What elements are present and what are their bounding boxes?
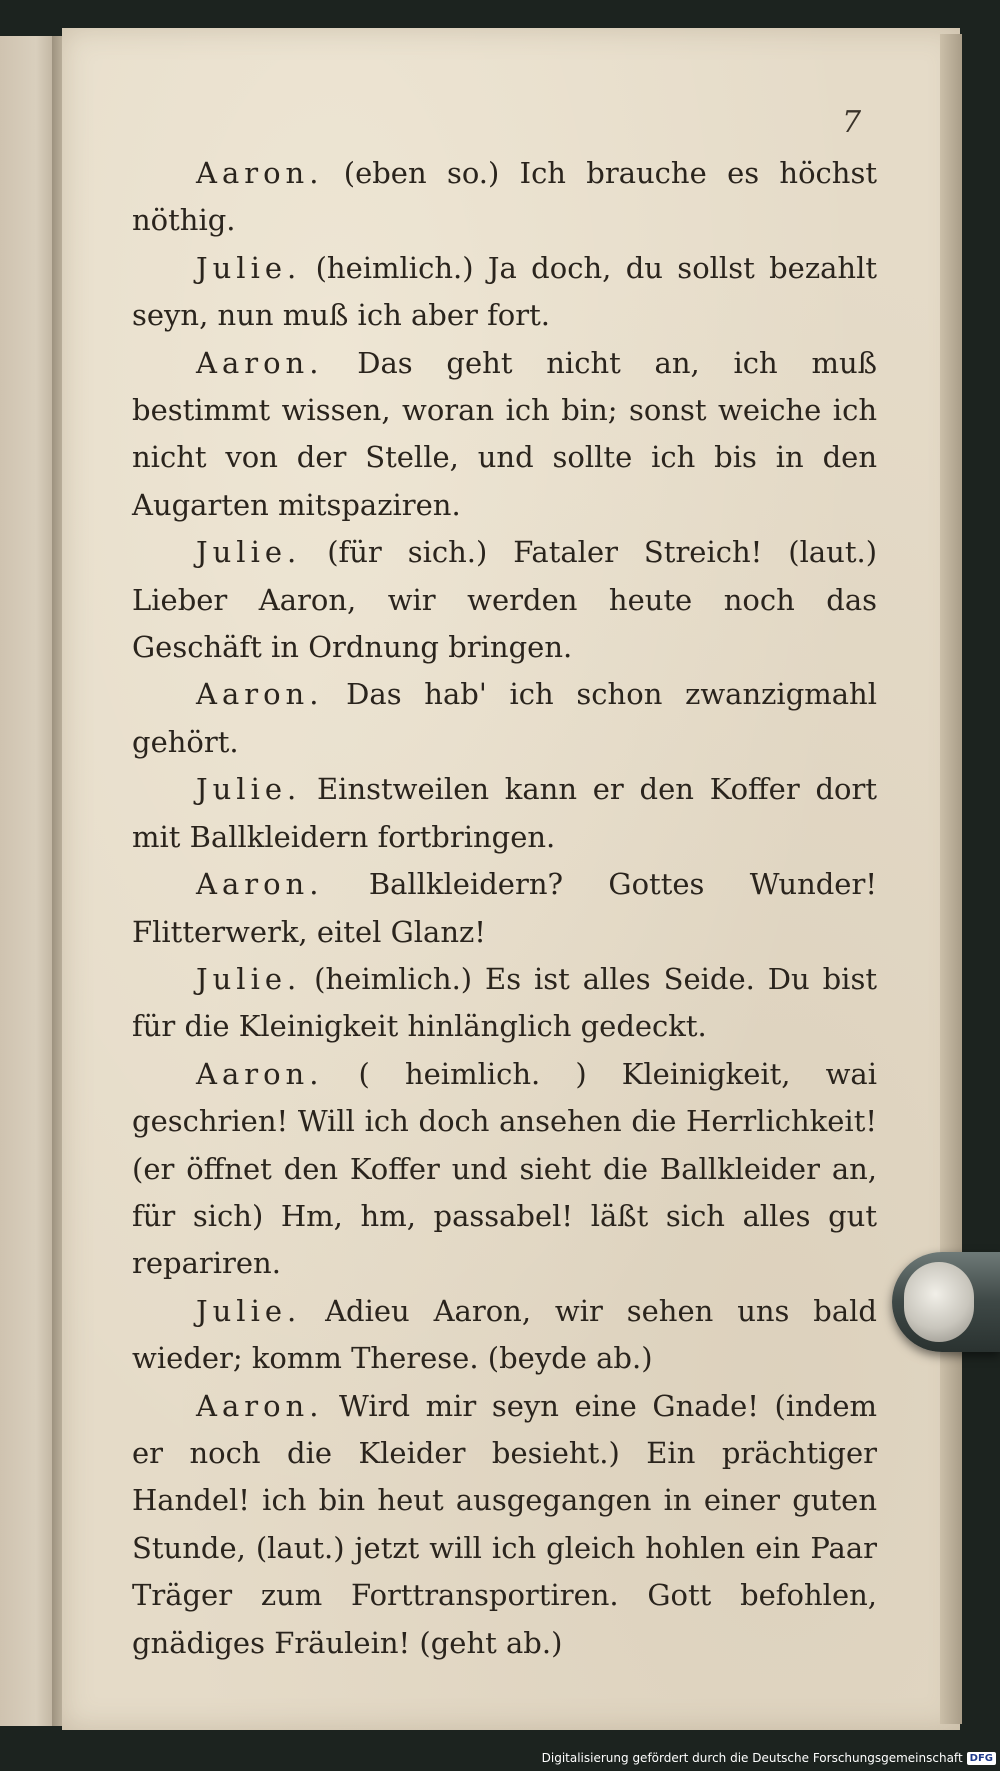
dialogue-text: Wird mir seyn eine Gnade! (indem er noch die Kleider besieht.) Ein prächtiger Handel! ich bin heut ausgegangen in einer guten Stunde, (laut.) jetzt will ich gleich hohlen ein Paar Träger zum Forttransportiren. Gott befohlen, gnädiges Fräulein! (geht ab.) [132, 1388, 877, 1660]
dialogue-text: (für sich.) Fataler Streich! (laut.) Lieber Aaron, wir werden heute noch das Geschäft in Ordnung bringen. [132, 535, 878, 665]
dialogue-text: (heimlich.) Ja doch, du sollst bezahlt seyn, nun muß ich aber fort. [132, 250, 878, 333]
dialogue-paragraph [132, 766, 877, 861]
speaker-name: Julie. [196, 961, 302, 996]
dialogue-text: Einstweilen kann er den Koffer dort mit Ballkleidern fortbringen. [132, 772, 877, 854]
digitization-footer [541, 1748, 996, 1768]
dialogue-paragraph [132, 671, 877, 766]
dialogue-text: (eben so.) Ich brauche es höchst nöthig. [132, 156, 878, 238]
clip-knob [904, 1262, 974, 1342]
speaker-name: Aaron. [196, 345, 324, 380]
footer-text: Digitalisierung gefördert durch die Deutsche Forschungsgemeinschaft [541, 1751, 963, 1765]
dfg-logo: DFG [967, 1752, 996, 1765]
speaker-name: Aaron. [196, 156, 324, 190]
dialogue-paragraph [132, 245, 877, 340]
dialogue-paragraph [132, 861, 877, 956]
speaker-name: Julie. [196, 250, 302, 285]
page-stack-edge [940, 34, 962, 1724]
speaker-name: Aaron. [196, 867, 324, 902]
dialogue-paragraph [132, 1051, 877, 1288]
left-page-edge [0, 36, 60, 1726]
speaker-name: Julie. [196, 1293, 302, 1328]
dialogue-paragraph [132, 340, 877, 530]
dialogue-paragraph [132, 529, 877, 671]
dialogue-text: Ballkleidern? Gottes Wunder! Flitterwerk, eitel Glanz! [132, 867, 877, 949]
speaker-name: Aaron. [196, 1388, 324, 1423]
dialogue-text: ( heimlich. ) Kleinigkeit, wai geschrien! Will ich doch ansehen die Herrlichkeit! (er öffnet den Koffer und sieht die Ballkleider an, für sich) Hm, hm, passabel! läßt sich alles gut repariren. [132, 1056, 877, 1281]
dialogue-paragraph [132, 150, 877, 245]
page-text [132, 150, 877, 1667]
speaker-name: Aaron. [196, 1056, 324, 1091]
dialogue-text: Das hab' ich schon zwanzigmahl gehört. [132, 677, 878, 759]
page-number: 7 [842, 105, 862, 140]
dialogue-paragraph [132, 1383, 877, 1667]
speaker-name: Julie. [196, 535, 302, 570]
speaker-name: Julie. [196, 772, 302, 807]
dialogue-paragraph [132, 1288, 877, 1383]
speaker-name: Aaron. [196, 677, 324, 712]
dialogue-text: Adieu Aaron, wir sehen uns bald wieder; komm Therese. (beyde ab.) [132, 1293, 877, 1376]
dialogue-text: (heimlich.) Es ist alles Seide. Du bist für die Kleinigkeit hinlänglich gedeckt. [132, 961, 877, 1044]
dialogue-paragraph [132, 956, 877, 1051]
book-clip [892, 1252, 1000, 1352]
dialogue-text: Das geht nicht an, ich muß bestimmt wissen, woran ich bin; sonst weiche ich nicht von der Stelle, und sollte ich bis in den Augarten mitspaziren. [132, 345, 878, 522]
